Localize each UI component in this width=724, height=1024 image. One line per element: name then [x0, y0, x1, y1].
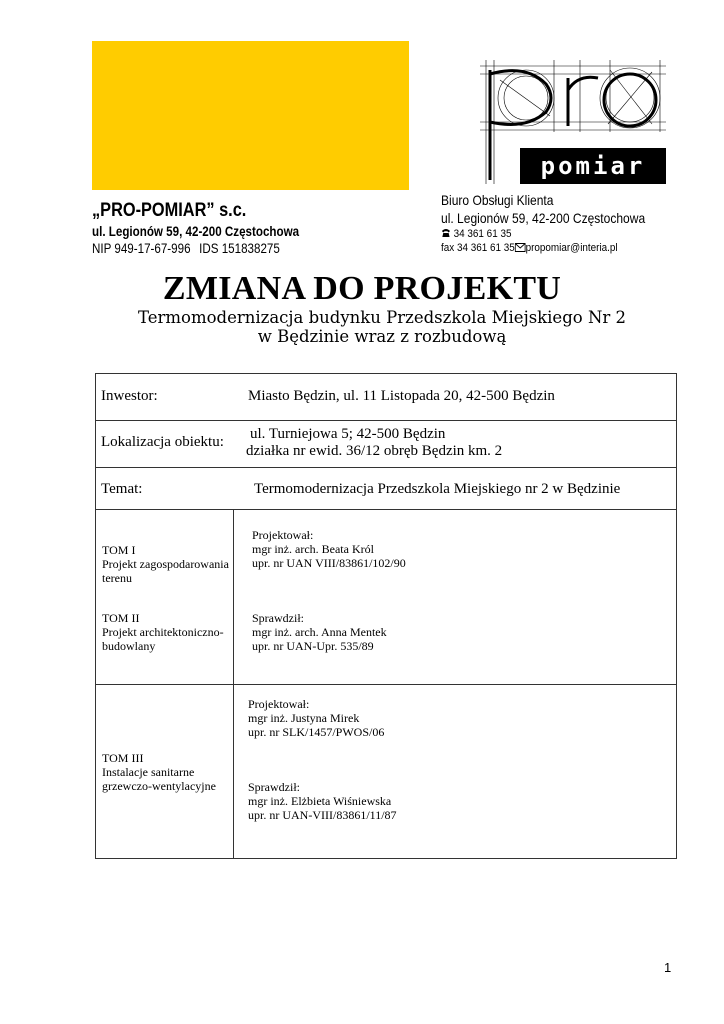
investor-value: Miasto Będzin, ul. 11 Listopada 20, 42-500 Będzin: [248, 388, 555, 404]
block-1-checked-license: upr. nr UAN-Upr. 535/89: [252, 639, 374, 653]
envelope-icon: [515, 243, 526, 252]
document-subtitle: [0, 308, 724, 346]
document-title: ZMIANA DO PROJEKTU: [162, 270, 562, 307]
company-ids: [92, 240, 299, 258]
block-1-designed-label: Projektował:: [252, 528, 314, 542]
block-1-checked-label: Sprawdził:: [252, 611, 304, 625]
table-column-divider: [233, 509, 234, 859]
company-name: „PRO-POMIAR” s.c.: [92, 200, 247, 221]
topic-label: Temat:: [101, 481, 143, 497]
block-2-designed-license: upr. nr SLK/1457/PWOS/06: [248, 725, 385, 739]
block-2-checked-license: upr. nr UAN-VIII/83861/11/87: [248, 808, 397, 822]
pro-pomiar-logo: [480, 60, 666, 184]
tom-2-line-2: Projekt architektoniczno-: [102, 625, 224, 639]
tom-2-title: TOM II: [102, 611, 140, 625]
block-2-checked-name: mgr inż. Elżbieta Wiśniewska: [248, 794, 392, 808]
table-divider: [96, 467, 676, 468]
tom-2-info: [102, 611, 224, 653]
page-number: 1: [664, 960, 672, 975]
customer-office-info: [441, 191, 678, 255]
tom-2-line-3: budowlany: [102, 639, 156, 653]
office-address: ul. Legionów 59, 42-200 Częstochowa: [441, 210, 646, 226]
tom-1-title: TOM I: [102, 543, 136, 557]
block-2-checked-label: Sprawdził:: [248, 780, 300, 794]
company-nip: NIP 949-17-67-996: [92, 241, 191, 256]
yellow-header-block: [92, 41, 409, 190]
tom-1-line-3: terenu: [102, 571, 132, 585]
company-info: [92, 198, 333, 258]
block-2-checker: [248, 780, 397, 822]
block-1-checked-name: mgr inż. arch. Anna Mentek: [252, 625, 387, 639]
office-phone-line: [441, 227, 655, 241]
phone-icon: [441, 228, 451, 238]
office-email[interactable]: propomiar@interia.pl: [525, 242, 618, 254]
tom-1-line-2: Projekt zagospodarowania: [102, 557, 229, 571]
block-2-designed-label: Projektował:: [248, 697, 310, 711]
tom-3-line-2: Instalacje sanitarne: [102, 765, 195, 779]
table-divider: [96, 684, 676, 685]
tom-3-info: [102, 751, 216, 793]
tom-1-info: [102, 543, 229, 585]
table-divider: [96, 420, 676, 421]
tom-3-line-3: grzewczo-wentylacyjne: [102, 779, 216, 793]
topic-value: Termomodernizacja Przedszkola Miejskiego nr 2 w Będzinie: [254, 481, 621, 497]
block-1-designed-license: upr. nr UAN VIII/83861/102/90: [252, 556, 406, 570]
office-title: Biuro Obsługi Klienta: [441, 192, 554, 208]
logo-text-bottom: pomiar: [540, 152, 646, 180]
location-line-2: działka nr ewid. 36/12 obręb Będzin km. 2: [246, 443, 503, 459]
office-fax: fax 34 361 61 35: [441, 242, 515, 254]
tom-3-title: TOM III: [102, 751, 144, 765]
subtitle-line-2: w Będzinie wraz z rozbudową: [257, 327, 507, 346]
investor-label: Inwestor:: [101, 388, 158, 404]
subtitle-line-1: Termomodernizacja budynku Przedszkola Miejskiego Nr 2: [137, 308, 627, 327]
office-phone: 34 361 61 35: [453, 228, 512, 240]
table-divider: [96, 509, 676, 510]
block-1-designer: [252, 528, 406, 570]
location-line-1: ul. Turniejowa 5; 42-500 Będzin: [250, 426, 446, 442]
block-1-checker: [252, 611, 387, 653]
location-label: Lokalizacja obiektu:: [101, 434, 224, 450]
company-ids-number: IDS 151838275: [199, 241, 280, 256]
block-2-designer: [248, 697, 384, 739]
company-address: ul. Legionów 59, 42-200 Częstochowa: [92, 224, 300, 239]
block-1-designed-name: mgr inż. arch. Beata Król: [252, 542, 374, 556]
office-fax-line: [441, 241, 655, 255]
block-2-designed-name: mgr inż. Justyna Mirek: [248, 711, 360, 725]
